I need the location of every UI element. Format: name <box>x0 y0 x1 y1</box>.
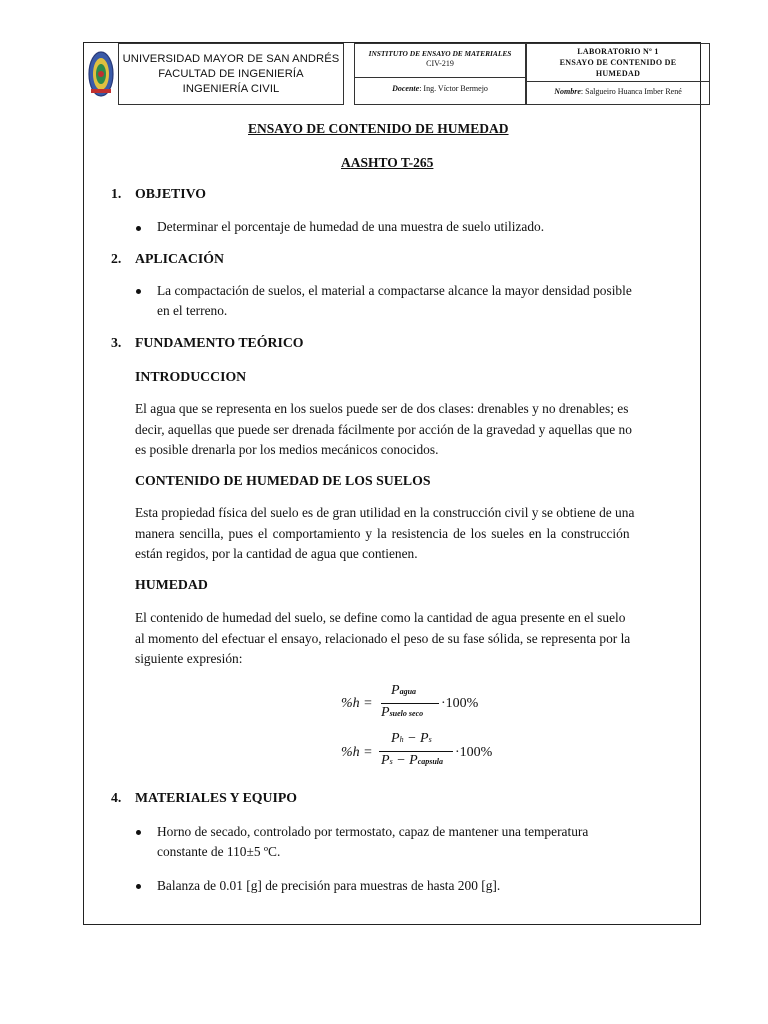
formula-2-num-minus: − P <box>403 731 429 746</box>
bullet-icon <box>136 830 141 835</box>
faculty-name: FACULTAD DE INGENIERÍA <box>158 68 304 80</box>
contenido-line1: Esta propiedad física del suelo es de gran utilidad en la construcción civil y se obtiene de una <box>135 505 635 520</box>
section-4-title: MATERIALES Y EQUIPO <box>135 790 298 805</box>
institute-box <box>344 43 354 105</box>
formula-2-den-sub2: capsula <box>417 757 444 766</box>
lab-title-line2: HUMEDAD <box>595 69 641 78</box>
formula-2-den-p: P <box>381 753 390 768</box>
formula-1-num-main: P <box>391 683 400 698</box>
lab-cell <box>526 43 710 105</box>
university-logo <box>84 43 118 105</box>
intro-line3: es posible drenarla por los medios mecánicos conocidos. <box>135 442 439 457</box>
nombre-label: Nombre <box>554 87 581 96</box>
formula-2-lhs: %h = <box>341 745 373 760</box>
bullet-icon <box>136 226 141 231</box>
formula-1-numerator <box>391 683 416 699</box>
section-4-bullet-2: Balanza de 0.01 [g] de precisión para muestras de hasta 200 [g]. <box>157 878 501 893</box>
lab-number: LABORATORIO Nº 1 <box>577 47 659 56</box>
section-2-bullet <box>157 281 632 321</box>
university-name: UNIVERSIDAD MAYOR DE SAN ANDRÉS <box>122 53 340 65</box>
course-code: CIV-219 <box>426 59 454 68</box>
section-3-title: FUNDAMENTO TEÓRICO <box>135 335 304 350</box>
university-box <box>118 43 344 105</box>
docente-cell <box>355 78 525 104</box>
institute-cell <box>354 43 526 105</box>
lab-cell-top <box>527 44 709 82</box>
nombre-cell <box>527 82 709 104</box>
docente-label: Docente <box>392 84 420 93</box>
intro-line1: El agua que se representa en los suelos puede ser de dos clases: drenables y no drenables; es <box>135 401 629 416</box>
humedad-line2: al momento del efectuar el ensayo, relacionado el peso de su fase sólida, se representa por la <box>135 630 631 646</box>
bullet-icon <box>136 884 141 889</box>
formula-2-num-sub1: h <box>399 735 404 744</box>
formula-2-numerator <box>391 731 432 747</box>
section-1-title: OBJETIVO <box>135 186 207 201</box>
humedad-line3: siguiente expresión: <box>135 651 243 666</box>
formula-1-fraction-line <box>381 703 439 704</box>
section-4-bullet-1-line2: constante de 110±5 ºC. <box>157 844 281 859</box>
formula-2-den-minus: − P <box>392 753 418 768</box>
document-page <box>83 42 701 925</box>
formula-2-num-p: P <box>391 731 400 746</box>
docente-value: : Ing. Víctor Bermejo <box>419 84 488 93</box>
intro-line2: decir, aquellas que puede ser drenada fácilmente por acción de la gravedad y aquellas que no <box>135 421 632 437</box>
formula-1-denominator <box>381 705 423 721</box>
formula-1-num-sub: agua <box>399 687 417 696</box>
lab-title-line1: ENSAYO DE CONTENIDO DE <box>559 58 677 67</box>
contenido-line2: manera sencilla, pues el comportamiento y la resistencia de los sueles en la construcción <box>135 525 630 541</box>
nombre-value: : Salgueiro Huanca Imber René <box>580 87 682 96</box>
formula-1-lhs: %h = <box>341 696 373 711</box>
document-header <box>84 43 700 105</box>
section-2-number: 2. <box>111 251 122 266</box>
formula-1-den-main: P <box>381 705 390 720</box>
section-4-bullet-1 <box>157 822 588 862</box>
formula-2-denominator <box>381 753 443 769</box>
section-1-bullet: Determinar el porcentaje de humedad de una muestra de suelo utilizado. <box>157 219 545 234</box>
section-4-bullet-1-line1: Horno de secado, controlado por termostato, capaz de mantener una temperatura <box>157 824 589 839</box>
contenido-paragraph <box>135 503 634 565</box>
intro-paragraph <box>135 399 632 461</box>
intro-heading: INTRODUCCION <box>135 369 247 384</box>
section-1-number: 1. <box>111 186 122 201</box>
formula-moisture-2 <box>339 731 539 775</box>
institute-cell-top <box>355 44 525 78</box>
humedad-line1: El contenido de humedad del suelo, se define como la cantidad de agua presente en el suelo <box>135 610 626 625</box>
section-4-number: 4. <box>111 790 122 805</box>
formula-1-times: ·100% <box>441 696 479 711</box>
contenido-line3: están regidos, por la cantidad de agua que contienen. <box>135 546 418 561</box>
institute-name: INSTITUTO DE ENSAYO DE MATERIALES <box>368 49 512 58</box>
standard-title: AASHTO T-265 <box>341 155 434 170</box>
section-3-number: 3. <box>111 335 122 350</box>
formula-2-den-sub1: s <box>389 757 393 766</box>
contenido-heading: CONTENIDO DE HUMEDAD DE LOS SUELOS <box>135 473 431 488</box>
humedad-heading: HUMEDAD <box>135 577 208 592</box>
bullet-icon <box>136 289 141 294</box>
section-2-bullet-line1: La compactación de suelos, el material a compactarse alcance la mayor densidad posible <box>157 283 632 298</box>
document-title: ENSAYO DE CONTENIDO DE HUMEDAD <box>248 121 509 136</box>
formula-2-num-sub2: s <box>428 735 432 744</box>
section-2-title: APLICACIÓN <box>135 251 224 266</box>
formula-1-den-sub: suelo seco <box>389 709 424 718</box>
career-name: INGENIERÍA CIVIL <box>182 83 280 95</box>
formula-2-fraction-line <box>379 751 453 752</box>
humedad-paragraph <box>135 608 630 670</box>
formula-2-times: ·100% <box>455 745 493 760</box>
section-2-bullet-line2: en el terreno. <box>157 303 228 318</box>
formula-moisture-1 <box>339 683 539 727</box>
